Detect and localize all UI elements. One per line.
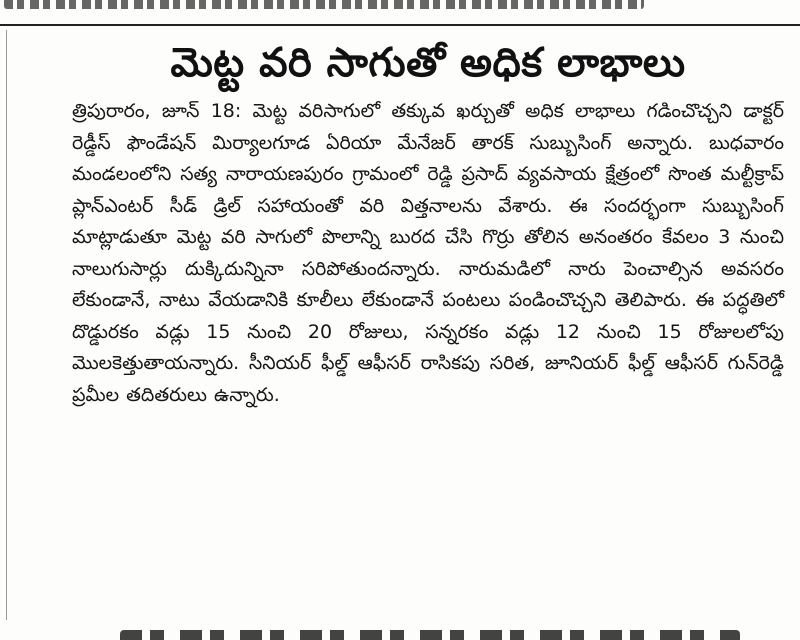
column-divider-rule bbox=[0, 24, 800, 26]
cut-off-headline bbox=[120, 630, 740, 640]
news-article bbox=[72, 36, 784, 411]
next-headline-fragment bbox=[120, 622, 740, 640]
previous-article-fragment bbox=[0, 0, 800, 14]
article-headline: మెట్ట వరి సాగుతో అధిక లాభాలు bbox=[170, 40, 686, 86]
cut-off-text-line bbox=[4, 0, 644, 9]
left-column-rule bbox=[6, 30, 7, 620]
article-body: త్రిపురారం, జూన్ 18: మెట్ట వరిసాగులో తక్కువ ఖర్చుతో అధిక లాభాలు గడించొచ్చని డాక్టర్ రెడ్డీస్ ఫౌండేషన్ మిర్యాలగూడ ఏరియా మేనేజర్ తారక్ సుబ్బుసింగ్ అన్నారు. బుధవారం మండలంలోని సత్య నారాయణపురం గ్రామంలో రెడ్డి ప్రసాద్ వ్యవసాయ క్షేత్రంలో సొంత మల్టీక్రాప్ ప్లాన్ఎంటర్ సీడ్ డ్రిల్ సహాయంతో వరి విత్తనాలను వేశారు. ఈ సందర్భంగా సుబ్బుసింగ్ మాట్లాడుతూ మెట్ట వరి సాగులో పొలాన్ని బురద చేసి గొర్రు తోలిన అనంతరం కేవలం 3 నుంచి నాలుగుసార్లు దుక్కిదున్నినా సరిపోతుందన్నారు. నారుమడిలో నారు పెంచాల్సిన అవసరం లేకుండానే, నాటు వేయడానికి కూలీలు లేకుండానే పంటలు పండించొచ్చని తెలిపారు. ఈ పద్ధతిలో దొడ్డురకం వడ్లు 15 నుంచి 20 రోజులు, సన్నరకం వడ్లు 12 నుంచి 15 రోజులలోపు మొలకెత్తుతాయన్నారు. సీనియర్ ఫీల్డ్ ఆఫీసర్ రాసికపు సరిత, జూనియర్ ఫీల్డ్ ఆఫీసర్ గున్‌రెడ్డి ప్రమీల తదితరులు ఉన్నారు. bbox=[72, 100, 785, 406]
